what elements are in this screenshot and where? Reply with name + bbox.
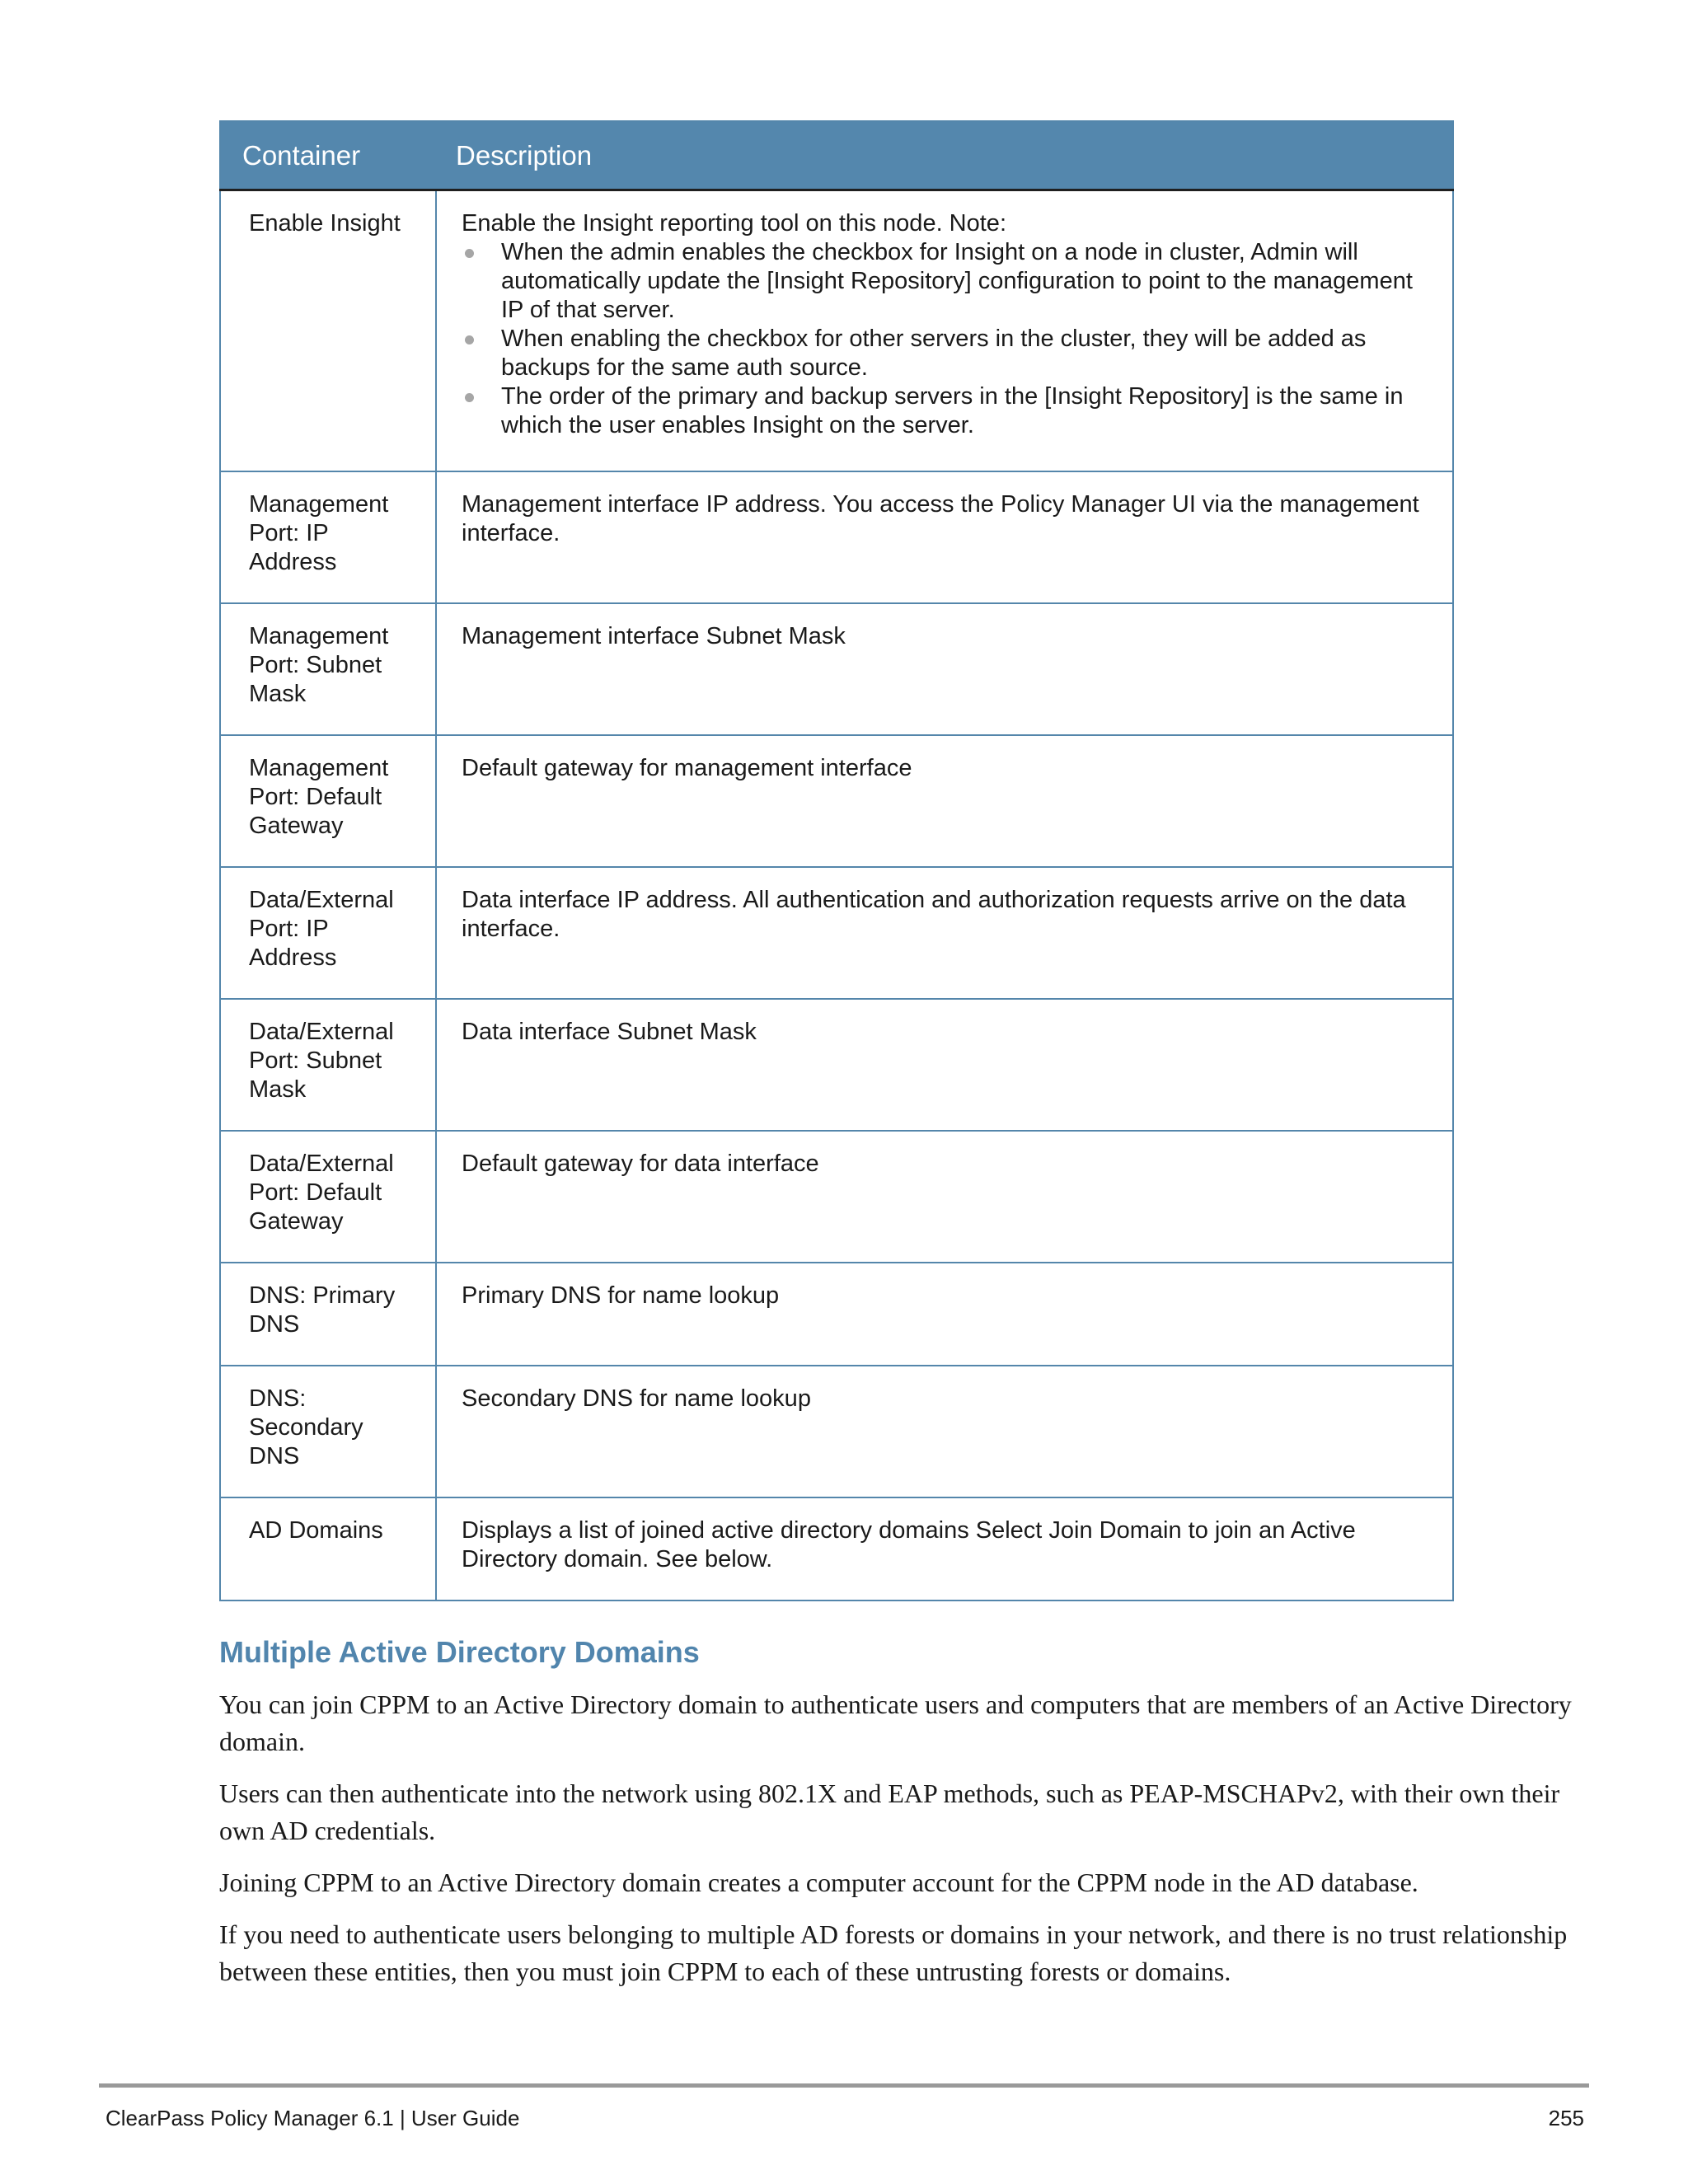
- row-container-cell: AD Domains: [220, 1497, 436, 1601]
- bullet-text: When enabling the checkbox for other servers in the cluster, they will be added as backups for the same auth source.: [501, 326, 1367, 381]
- table-row: [220, 471, 1453, 603]
- page-number: 255: [1548, 2106, 1584, 2130]
- body-paragraph: Users can then authenticate into the network using 802.1X and EAP methods, such as PEAP-MSCHAPv2, with their own their own AD credentials.: [219, 1779, 1560, 1845]
- row-description-text: Enable the Insight reporting tool on this node. Note:: [462, 210, 1006, 237]
- bullet-icon: [465, 249, 474, 258]
- bullet-icon: [465, 335, 474, 344]
- row-description-cell: Data interface IP address. All authentication and authorization requests arrive on the data interface.: [436, 867, 1453, 999]
- row-description-cell: Primary DNS for name lookup: [436, 1263, 1453, 1366]
- list-item: [462, 325, 1436, 382]
- container-description-table: [219, 120, 1454, 1601]
- row-container-cell: Data/External Port: Subnet Mask: [220, 999, 436, 1131]
- section-heading: Multiple Active Directory Domains: [219, 1635, 700, 1669]
- row-description-cell: Default gateway for management interface: [436, 735, 1453, 867]
- row-container-cell: Management Port: Subnet Mask: [220, 603, 436, 735]
- row-container-cell: Data/External Port: IP Address: [220, 867, 436, 999]
- row-container-cell: DNS: Primary DNS: [220, 1263, 436, 1366]
- table-row: [220, 190, 1453, 471]
- body-paragraph: If you need to authenticate users belonging to multiple AD forests or domains in your network, and there is no trust relationship between these entities, then you must join CPPM to each of these untrusting forests or domains.: [219, 1919, 1568, 1986]
- row-description-cell: Management interface IP address. You access the Policy Manager UI via the management interface.: [436, 471, 1453, 603]
- row-container-cell: Enable Insight: [220, 190, 436, 471]
- table-row: [220, 867, 1453, 999]
- row-description-cell: Management interface Subnet Mask: [436, 603, 1453, 735]
- row-description-cell: [436, 190, 1453, 471]
- row-description-cell: Displays a list of joined active directory domains Select Join Domain to join an Active Directory domain. See below.: [436, 1497, 1453, 1601]
- table-row: [220, 1131, 1453, 1263]
- table-row: [220, 603, 1453, 735]
- footer-title: ClearPass Policy Manager 6.1 | User Guide: [106, 2106, 520, 2130]
- row-container-cell: Data/External Port: Default Gateway: [220, 1131, 436, 1263]
- list-item: [462, 238, 1436, 325]
- table-row: [220, 999, 1453, 1131]
- header-description: Description: [436, 121, 1453, 190]
- row-container-cell: Management Port: IP Address: [220, 471, 436, 603]
- row-description-cell: Default gateway for data interface: [436, 1131, 1453, 1263]
- container-description-table-wrapper: [219, 120, 1452, 1601]
- row-description-cell: Data interface Subnet Mask: [436, 999, 1453, 1131]
- bullet-icon: [465, 393, 474, 402]
- table-row: [220, 735, 1453, 867]
- table-row: [220, 1497, 1453, 1601]
- note-bullet-list: [462, 238, 1436, 440]
- body-paragraph: Joining CPPM to an Active Directory domain creates a computer account for the CPPM node in the AD database.: [219, 1868, 1418, 1897]
- row-container-cell: Management Port: Default Gateway: [220, 735, 436, 867]
- footer-divider: [99, 2083, 1589, 2088]
- table-header-row: [220, 121, 1453, 190]
- table-row: [220, 1366, 1453, 1497]
- table-row: [220, 1263, 1453, 1366]
- row-description-cell: Secondary DNS for name lookup: [436, 1366, 1453, 1497]
- header-container: Container: [220, 121, 436, 190]
- bullet-text: The order of the primary and backup servers in the [Insight Repository] is the same in which the user enables Insight on the server.: [501, 383, 1404, 438]
- row-container-cell: DNS: Secondary DNS: [220, 1366, 436, 1497]
- list-item: [462, 382, 1436, 440]
- bullet-text: When the admin enables the checkbox for Insight on a node in cluster, Admin will automatically update the [Insight Repository] configuration to point to the management IP of that server.: [501, 239, 1413, 323]
- body-paragraph: You can join CPPM to an Active Directory domain to authenticate users and computers that are members of an Active Directory domain.: [219, 1690, 1572, 1756]
